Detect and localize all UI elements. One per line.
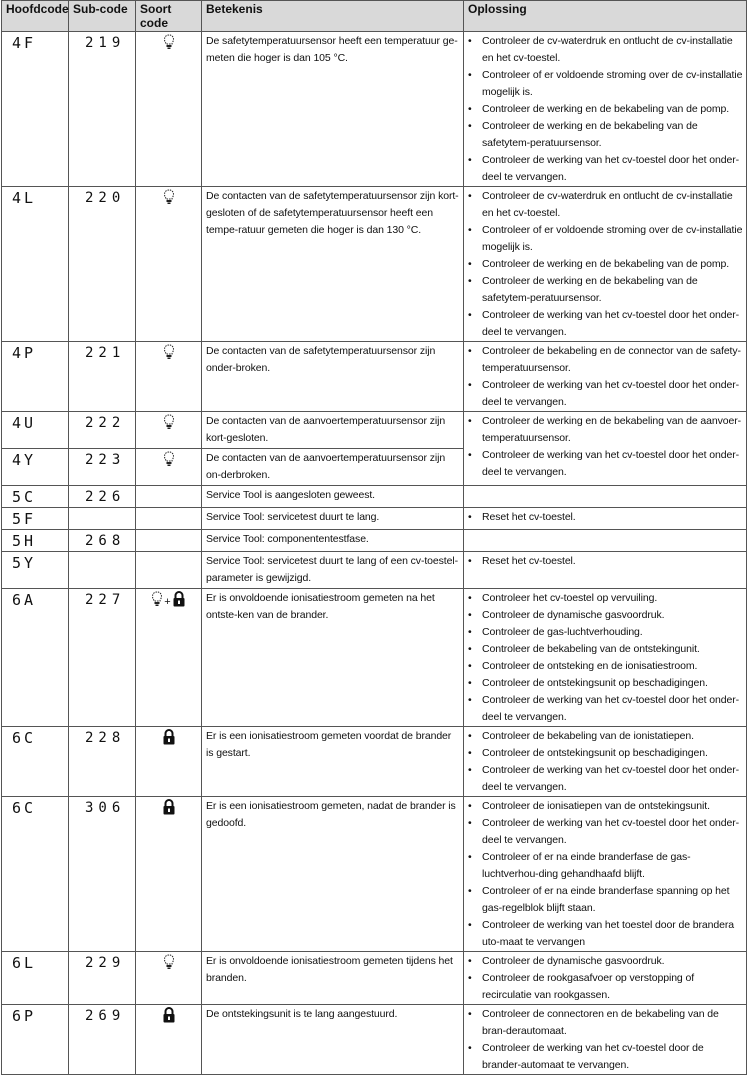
code-type bbox=[136, 342, 202, 412]
code-type bbox=[136, 552, 202, 589]
solution-item: • Controleer de rookgasafvoer op verstopping of recirculatie van rookgassen. bbox=[464, 970, 746, 1004]
solution-item: • Controleer de werking van het cv-toestel door het onder-deel te vervangen. bbox=[464, 307, 746, 341]
table-row bbox=[2, 727, 747, 797]
solution-cell bbox=[464, 1005, 747, 1075]
solution-item: • Controleer of er voldoende stroming over de cv-installatie mogelijk is. bbox=[464, 222, 746, 256]
blocking-warning-icon bbox=[163, 37, 175, 54]
header-hoofdcode: Hoofdcode bbox=[2, 1, 69, 32]
header-subcode: Sub-code bbox=[69, 1, 136, 32]
blocking-warning-icon bbox=[163, 347, 175, 364]
solution-cell bbox=[464, 530, 747, 552]
solution-item: • Controleer de cv-waterdruk en ontlucht de cv-installatie en het cv-toestel. bbox=[464, 33, 746, 67]
sub-code: 219 bbox=[69, 32, 136, 187]
main-code: 4F bbox=[2, 32, 69, 187]
table-row bbox=[2, 952, 747, 1005]
table-row bbox=[2, 342, 747, 412]
code-type bbox=[136, 412, 202, 449]
meaning-text: De contacten van de aanvoertemperatuursensor zijn on-derbroken. bbox=[202, 449, 464, 486]
meaning-text: De safetytemperatuursensor heeft een temperatuur ge-meten die hoger is dan 105 °C. bbox=[202, 32, 464, 187]
solution-item: • Controleer de werking van het cv-toestel door het onder-deel te vervangen. bbox=[464, 762, 746, 796]
solution-item: • Controleer de werking van het toestel door de brandera uto-maat te vervangen bbox=[464, 917, 746, 951]
table-row bbox=[2, 1005, 747, 1075]
code-type bbox=[136, 797, 202, 952]
solution-cell bbox=[464, 342, 747, 412]
solution-item: • Controleer de werking van het cv-toestel door de brander-automaat te vervangen. bbox=[464, 1040, 746, 1074]
code-type bbox=[136, 1005, 202, 1075]
main-code: 5F bbox=[2, 508, 69, 530]
sub-code: 306 bbox=[69, 797, 136, 952]
solution-item: • Controleer de werking en de bekabeling van de aanvoer-temperatuursensor. bbox=[464, 413, 746, 447]
error-code-table bbox=[1, 0, 747, 1075]
main-code: 4P bbox=[2, 342, 69, 412]
solution-item: • Controleer de dynamische gasvoordruk. bbox=[464, 607, 746, 624]
main-code: 6P bbox=[2, 1005, 69, 1075]
solution-item: • Controleer de werking en de bekabeling van de safetytem-peratuursensor. bbox=[464, 273, 746, 307]
table-row bbox=[2, 32, 747, 187]
solution-item: • Controleer de werking en de bekabeling van de pomp. bbox=[464, 101, 746, 118]
sub-code: 220 bbox=[69, 187, 136, 342]
meaning-text: Service Tool: componententestfase. bbox=[202, 530, 464, 552]
sub-code: 222 bbox=[69, 412, 136, 449]
meaning-text: Er is onvoldoende ionisatiestroom gemeten tijdens het branden. bbox=[202, 952, 464, 1005]
solution-cell bbox=[464, 552, 747, 589]
main-code: 4L bbox=[2, 187, 69, 342]
lock-icon bbox=[162, 1010, 176, 1027]
solution-item: • Controleer de werking van het cv-toestel door het onder-deel te vervangen. bbox=[464, 152, 746, 186]
solution-item: • Controleer de werking van het cv-toestel door het onder-deel te vervangen. bbox=[464, 815, 746, 849]
header-oplossing: Oplossing bbox=[464, 1, 747, 32]
solution-item: • Controleer of er voldoende stroming over de cv-installatie mogelijk is. bbox=[464, 67, 746, 101]
solution-item: • Controleer de gas-luchtverhouding. bbox=[464, 624, 746, 641]
solution-cell bbox=[464, 412, 747, 486]
solution-item: • Controleer de ontstekingsunit op beschadigingen. bbox=[464, 675, 746, 692]
solution-cell bbox=[464, 727, 747, 797]
meaning-text: De contacten van de safetytemperatuursensor zijn onder-broken. bbox=[202, 342, 464, 412]
solution-item: • Reset het cv-toestel. bbox=[464, 509, 746, 526]
lock-icon bbox=[162, 802, 176, 819]
code-type bbox=[136, 952, 202, 1005]
solution-cell bbox=[464, 589, 747, 727]
solution-item: • Controleer de werking en de bekabeling van de safetytem-peratuursensor. bbox=[464, 118, 746, 152]
header-row bbox=[2, 1, 747, 32]
blocking-warning-icon bbox=[163, 957, 175, 974]
header-soort-code: Soort code bbox=[136, 1, 202, 32]
sub-code: 268 bbox=[69, 530, 136, 552]
meaning-text: Er is een ionisatiestroom gemeten voordat de brander is gestart. bbox=[202, 727, 464, 797]
solution-item: • Controleer de werking van het cv-toestel door het onder-deel te vervangen. bbox=[464, 692, 746, 726]
meaning-text: De contacten van de aanvoertemperatuursensor zijn kort-gesloten. bbox=[202, 412, 464, 449]
solution-item: • Controleer de werking en de bekabeling van de pomp. bbox=[464, 256, 746, 273]
sub-code: 221 bbox=[69, 342, 136, 412]
solution-item: • Controleer de dynamische gasvoordruk. bbox=[464, 953, 746, 970]
table-row bbox=[2, 508, 747, 530]
solution-item: • Controleer de bekabeling en de connector van de safety-temperatuursensor. bbox=[464, 343, 746, 377]
blocking-warning-icon bbox=[163, 454, 175, 471]
code-type bbox=[136, 187, 202, 342]
solution-cell bbox=[464, 486, 747, 508]
main-code: 6A bbox=[2, 589, 69, 727]
meaning-text: Service Tool: servicetest duurt te lang. bbox=[202, 508, 464, 530]
main-code: 5H bbox=[2, 530, 69, 552]
blocking-warning-icon bbox=[163, 417, 175, 434]
code-type bbox=[136, 727, 202, 797]
code-type bbox=[136, 32, 202, 187]
solution-item: • Controleer de bekabeling van de ionistatiepen. bbox=[464, 728, 746, 745]
blocking-warning-icon bbox=[163, 192, 175, 209]
sub-code: 228 bbox=[69, 727, 136, 797]
meaning-text: De ontstekingsunit is te lang aangestuurd. bbox=[202, 1005, 464, 1075]
solution-item: • Reset het cv-toestel. bbox=[464, 553, 746, 570]
table-row bbox=[2, 412, 747, 449]
sub-code: 223 bbox=[69, 449, 136, 486]
plus-sign: + bbox=[164, 595, 171, 608]
solution-cell bbox=[464, 32, 747, 187]
main-code: 6L bbox=[2, 952, 69, 1005]
table-row bbox=[2, 797, 747, 952]
table-row bbox=[2, 552, 747, 589]
main-code: 6C bbox=[2, 727, 69, 797]
meaning-text: Er is onvoldoende ionisatiestroom gemeten na het ontste-ken van de brander. bbox=[202, 589, 464, 727]
code-type bbox=[136, 449, 202, 486]
table-row bbox=[2, 530, 747, 552]
lock-icon bbox=[162, 732, 176, 749]
solution-item: • Controleer de connectoren en de bekabeling van de bran-derautomaat. bbox=[464, 1006, 746, 1040]
main-code: 4Y bbox=[2, 449, 69, 486]
main-code: 5C bbox=[2, 486, 69, 508]
solution-item: • Controleer de ontsteking en de ionisatiestroom. bbox=[464, 658, 746, 675]
solution-cell bbox=[464, 508, 747, 530]
main-code: 5Y bbox=[2, 552, 69, 589]
sub-code bbox=[69, 552, 136, 589]
sub-code: 229 bbox=[69, 952, 136, 1005]
table-row bbox=[2, 589, 747, 727]
table-row bbox=[2, 486, 747, 508]
code-type bbox=[136, 508, 202, 530]
blocking-warning-icon bbox=[151, 591, 163, 612]
sub-code: 227 bbox=[69, 589, 136, 727]
sub-code: 269 bbox=[69, 1005, 136, 1075]
meaning-text: Er is een ionisatiestroom gemeten, nadat de brander is gedoofd. bbox=[202, 797, 464, 952]
header-betekenis: Betekenis bbox=[202, 1, 464, 32]
meaning-text: Service Tool is aangesloten geweest. bbox=[202, 486, 464, 508]
solution-item: • Controleer of er na einde branderfase spanning op het gas-regelblok blijft staan. bbox=[464, 883, 746, 917]
main-code: 6C bbox=[2, 797, 69, 952]
sub-code: 226 bbox=[69, 486, 136, 508]
solution-item: • Controleer de werking van het cv-toestel door het onder-deel te vervangen. bbox=[464, 377, 746, 411]
code-type bbox=[136, 486, 202, 508]
meaning-text: De contacten van de safetytemperatuursensor zijn kort-gesloten of de safetytemperatuursensor heeft een tempe-ratuur gemeten die hoger is dan 130 °C. bbox=[202, 187, 464, 342]
solution-cell bbox=[464, 187, 747, 342]
solution-item: • Controleer de werking van het cv-toestel door het onder-deel te vervangen. bbox=[464, 447, 746, 481]
solution-cell bbox=[464, 952, 747, 1005]
meaning-text: Service Tool: servicetest duurt te lang of een cv-toestel-parameter is gewijzigd. bbox=[202, 552, 464, 589]
table-row bbox=[2, 187, 747, 342]
sub-code bbox=[69, 508, 136, 530]
solution-item: • Controleer de ionisatiepen van de ontstekingsunit. bbox=[464, 798, 746, 815]
code-type bbox=[136, 530, 202, 552]
solution-item: • Controleer het cv-toestel op vervuiling. bbox=[464, 590, 746, 607]
code-type bbox=[136, 589, 202, 727]
solution-item: • Controleer of er na einde branderfase de gas-luchtverhou-ding gehandhaafd blijft. bbox=[464, 849, 746, 883]
solution-cell bbox=[464, 797, 747, 952]
solution-item: • Controleer de cv-waterdruk en ontlucht de cv-installatie en het cv-toestel. bbox=[464, 188, 746, 222]
solution-item: • Controleer de bekabeling van de ontstekingunit. bbox=[464, 641, 746, 658]
main-code: 4U bbox=[2, 412, 69, 449]
lock-icon bbox=[172, 591, 186, 612]
solution-item: • Controleer de ontstekingsunit op beschadigingen. bbox=[464, 745, 746, 762]
